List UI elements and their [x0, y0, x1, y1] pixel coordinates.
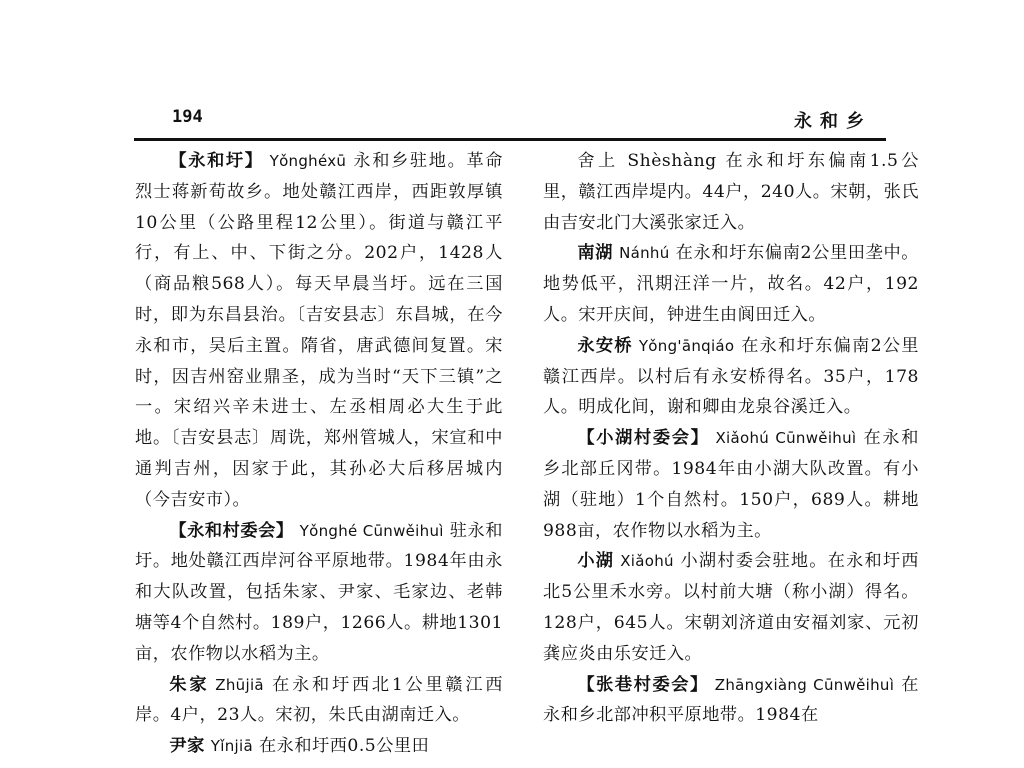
entry-text: 驻永和圩。地处赣江西岸河谷平原地带。1984年由永和大队改置，包括朱家、尹家、毛家边、老韩塘等4个自然村。189户，1266人。耕地1301亩，农作物以水稻为主。: [135, 520, 503, 664]
entry-text: 在永和圩东偏南2公里田垄中。地势低平，汛期汪洋一片，故名。42户，192人。宋开庆间，钟进生由阆田迁入。: [543, 243, 919, 325]
entry-pinyin: Yǒnghéxū: [269, 152, 347, 170]
page-header: [0, 0, 1024, 140]
entry-head: 朱家: [169, 674, 210, 695]
entry-pinyin: Xiǎohú: [620, 552, 674, 571]
entry-pinyin: Yǒnghé Cūnwěihuì: [299, 521, 444, 540]
entry-head: 【张巷村委会】: [577, 674, 709, 695]
entry-yonghe-village-committee: [135, 516, 503, 670]
running-title: 永和乡: [794, 111, 872, 132]
right-column: [543, 146, 919, 731]
entry-yonganqiao: [543, 331, 919, 423]
entry-zhangxiang-village-committee: [543, 670, 919, 732]
entry-head: 永安桥: [577, 335, 633, 356]
entry-pinyin: Zhūjiā: [215, 675, 264, 694]
entry-pinyin: Yǐnjiā: [210, 737, 253, 756]
entry-text: 在永和乡北部冲积平原地带。1984在: [543, 674, 919, 726]
entry-text: 在永和圩西北1公里赣江西岸。4户，23人。宋初，朱氏由湖南迁入。: [135, 674, 503, 726]
page-number: 194: [172, 107, 203, 127]
entry-text: 在永和乡北部丘冈带。1984年由小湖大队改置。有小湖（驻地）1个自然村。150户，689人。耕地988亩，农作物以水稻为主。: [543, 428, 919, 541]
entry-head: 尹家: [169, 736, 205, 757]
entry-sheshang: [543, 146, 919, 238]
left-column: [135, 146, 503, 762]
entry-nanhu: [543, 238, 919, 330]
entry-pinyin: Zhāngxiàng Cūnwěihuì: [714, 675, 895, 694]
entry-head: 【永和村委会】: [169, 520, 294, 541]
entry-head: 【永和圩】: [169, 151, 264, 171]
header-rule: [134, 138, 886, 141]
entry-xiaohu: [543, 546, 919, 669]
entry-zhujia: [135, 670, 503, 732]
entry-head: 【小湖村委会】: [577, 428, 710, 449]
entry-pinyin: Xiǎohú Cūnwěihuì: [715, 429, 857, 448]
entry-text: 舍上 Shèshàng 在永和圩东偏南1.5公里，赣江西岸堤内。44户，240人。宋朝，张氏由吉安北门大溪张家迁入。: [543, 151, 919, 233]
entry-head: 南湖: [577, 243, 614, 264]
entry-yinjia: [135, 731, 503, 762]
entry-text: 在永和圩东偏南2公里赣江西岸。以村后有永安桥得名。35户，178人。明成化间，谢和卿由龙泉谷溪迁入。: [543, 335, 919, 418]
entry-xiaohu-village-committee: [543, 423, 919, 546]
entry-yonghexu: [135, 146, 503, 516]
entry-head: 小湖: [577, 551, 615, 572]
entry-text: 永和乡驻地。革命烈士蒋新荀故乡。地处赣江西岸，西距敦厚镇10公里（公路里程12公里）。街道与赣江平行，有上、中、下街之分。202户，1428人（商品粮568人）。每天早晨当圩。远在三国时，即为东昌县治。〔吉安县志〕东昌城，在今永和市，吴后主置。隋省，唐武德间复置。宋时，因吉州窑业鼎圣，成为当时“天下三镇”之一。宋绍兴辛未进士、左丞相周必大生于此地。〔吉安县志〕周诜，郑州管城人，宋宣和中通判吉州，因家于此，其孙必大后移居城内（今吉安市）。: [135, 151, 503, 510]
entry-text: 在永和圩西0.5公里田: [258, 736, 430, 757]
entry-text: 小湖村委会驻地。在永和圩西北5公里禾水旁。以村前大塘（称小湖）得名。128户，645人。宋朝刘济道由安福刘家、元初龚应炎由乐安迁入。: [543, 551, 919, 664]
entry-pinyin: Nánhú: [619, 244, 670, 263]
entry-pinyin: Yǒng'ānqiáo: [638, 336, 735, 355]
